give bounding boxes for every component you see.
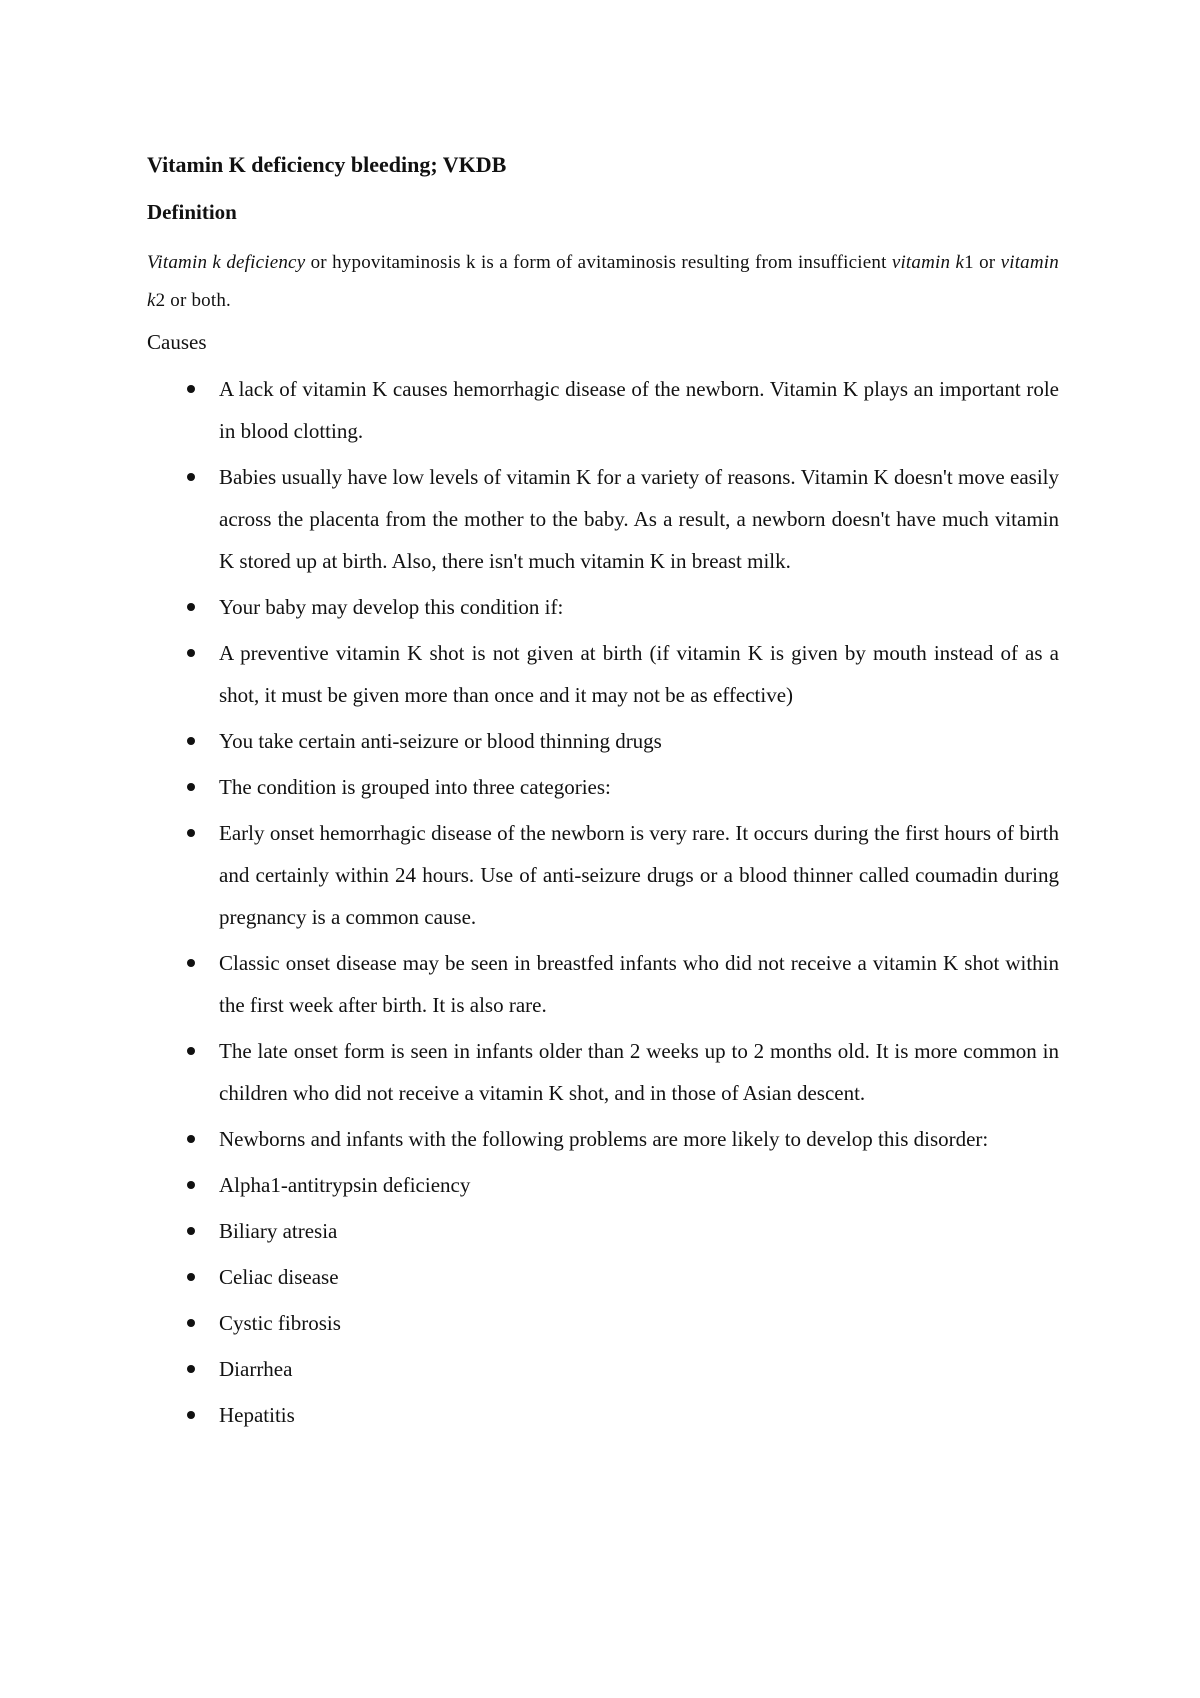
list-item-text: You take certain anti-seizure or blood thinning drugs: [219, 729, 662, 753]
list-item-text: Cystic fibrosis: [219, 1311, 341, 1335]
list-item: [147, 1118, 1059, 1160]
definition-term: Vitamin k deficiency: [147, 252, 306, 273]
bullet-icon: [187, 1411, 195, 1419]
bullet-icon: [187, 603, 195, 611]
list-item-text: The late onset form is seen in infants older than 2 weeks up to 2 months old. It is more common in children who did not receive a vitamin K shot, and in those of Asian descent.: [219, 1039, 1059, 1105]
list-item: [147, 1302, 1059, 1344]
bullet-icon: [187, 385, 195, 393]
list-item-text: Babies usually have low levels of vitamin K for a variety of reasons. Vitamin K doesn't move easily across the placenta from the mother to the baby. As a result, a newborn doesn't have much vitamin K stored up at birth. Also, there isn't much vitamin K in breast milk.: [219, 465, 1059, 573]
bullet-icon: [187, 1135, 195, 1143]
list-item-text: Your baby may develop this condition if:: [219, 595, 564, 619]
list-item: [147, 720, 1059, 762]
list-item-text: The condition is grouped into three categories:: [219, 775, 611, 799]
list-item: [147, 766, 1059, 808]
list-item: [147, 1210, 1059, 1252]
list-item-text: Hepatitis: [219, 1403, 295, 1427]
definition-heading: Definition: [147, 200, 237, 224]
list-item: [147, 1256, 1059, 1298]
bullet-icon: [187, 1319, 195, 1327]
list-item: [147, 1030, 1059, 1114]
bullet-icon: [187, 1273, 195, 1281]
list-item-text: A lack of vitamin K causes hemorrhagic disease of the newborn. Vitamin K plays an important role in blood clotting.: [219, 377, 1059, 443]
list-item-text: Early onset hemorrhagic disease of the newborn is very rare. It occurs during the first hours of birth and certainly within 24 hours. Use of anti-seizure drugs or a blood thinner called coumadin during pregnancy is a common cause.: [219, 821, 1059, 929]
bullet-icon: [187, 1047, 195, 1055]
list-item-text: Diarrhea: [219, 1357, 293, 1381]
list-item: [147, 368, 1059, 452]
list-item: [147, 586, 1059, 628]
bullet-icon: [187, 1181, 195, 1189]
definition-text-1: or hypovitaminosis k is a form of avitaminosis resulting from insufficient: [305, 252, 892, 273]
list-item: [147, 812, 1059, 938]
list-item-text: Alpha1-antitrypsin deficiency: [219, 1173, 471, 1197]
definition-term-2: vitamin k: [891, 252, 965, 273]
list-item-text: Biliary atresia: [219, 1219, 338, 1243]
bullet-icon: [187, 1227, 195, 1235]
list-item-text: Newborns and infants with the following problems are more likely to develop this disorder:: [219, 1127, 989, 1151]
bullet-icon: [187, 829, 195, 837]
definition-paragraph: [147, 244, 1059, 320]
definition-term-3: vitamin k: [147, 252, 1059, 311]
document-title: Vitamin K deficiency bleeding; VKDB: [147, 152, 507, 177]
definition-text-2: 1 or: [964, 252, 1001, 273]
bullet-icon: [187, 649, 195, 657]
list-item: [147, 1164, 1059, 1206]
bullet-icon: [187, 959, 195, 967]
causes-heading: Causes: [147, 330, 207, 354]
list-item: [147, 1394, 1059, 1436]
list-item: [147, 632, 1059, 716]
bullet-icon: [187, 1365, 195, 1373]
causes-list: [147, 368, 1059, 1436]
document-page: [147, 150, 1059, 1440]
list-item-text: Celiac disease: [219, 1265, 339, 1289]
bullet-icon: [187, 783, 195, 791]
bullet-icon: [187, 473, 195, 481]
list-item-text: Classic onset disease may be seen in breastfed infants who did not receive a vitamin K shot within the first week after birth. It is also rare.: [219, 951, 1059, 1017]
list-item-text: A preventive vitamin K shot is not given at birth (if vitamin K is given by mouth instead of as a shot, it must be given more than once and it may not be as effective): [219, 641, 1059, 707]
list-item: [147, 1348, 1059, 1390]
bullet-icon: [187, 737, 195, 745]
list-item: [147, 456, 1059, 582]
definition-text-3: 2 or both.: [155, 290, 231, 311]
list-item: [147, 942, 1059, 1026]
